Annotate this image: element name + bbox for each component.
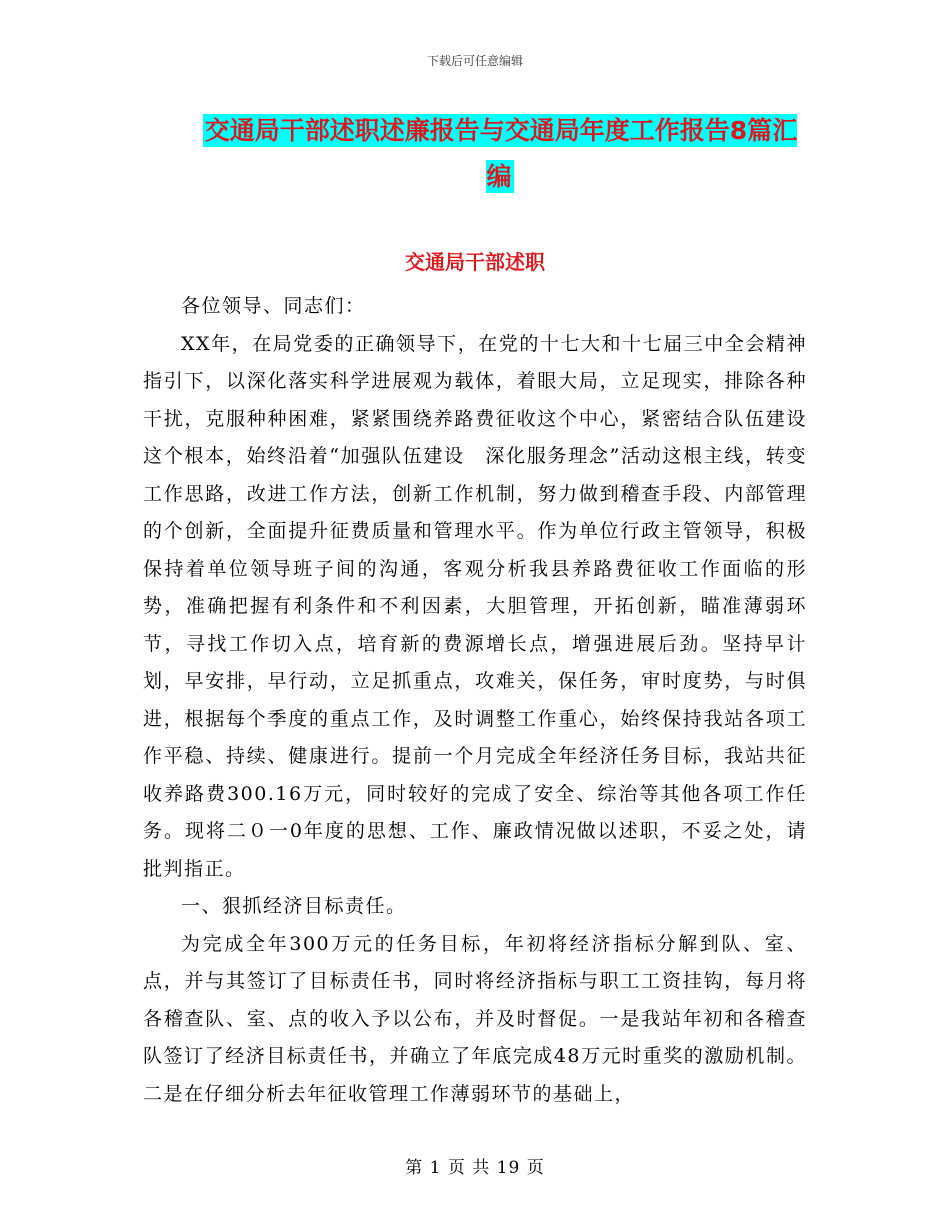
paragraph-heading-1: 一、狠抓经济目标责任。 (181, 895, 407, 917)
document-title-text: 交通局干部述职述廉报告与交通局年度工作报告8篇汇编 (204, 116, 798, 191)
section-title: 交通局干部述职 (405, 250, 545, 274)
paragraph-body-1: 为完成全年300万元的任务目标，年初将经济指标分解到队、室、点，并与其签订了目标责任书，同时将经济指标与职工工资挂钩，每月将各稽查队、室、点的收入予以公布，并及时督促。一是我站年初和各稽查队签订了经济目标责任书，并确立了年底完成48万元时重奖的激励机制。二是在仔细分析去年征收管理工作薄弱环节的基础上， (143, 932, 807, 1105)
page-footer: 第 1 页 共 19 页 (405, 1158, 545, 1178)
paragraph-salutation: 各位领导、同志们： (181, 295, 366, 317)
document-title (190, 108, 810, 200)
body-text (143, 288, 807, 1113)
paragraph-intro: XX年，在局党委的正确领导下，在党的十七大和十七届三中全会精神指引下，以深化落实科学进展观为载体，着眼大局，立足现实，排除各种干扰，克服种种困难，紧紧围绕养路费征收这个中心，紧密结合队伍建设这个根本，始终沿着“加强队伍建设 深化服务理念”活动这根主线，转变工作思路，改进工作方法，创新工作机制，努力做到稽查手段、内部管理的个创新，全面提升征费质量和管理水平。作为单位行政主管领导，积极保持着单位领导班子间的沟通，客观分析我县养路费征收工作面临的形势，准确把握有利条件和不利因素，大胆管理，开拓创新，瞄准薄弱环节，寻找工作切入点，培育新的费源增长点，增强进展后劲。坚持早计划，早安排，早行动，立足抓重点，攻难关，保任务，审时度势，与时俱进，根据每个季度的重点工作，及时调整工作重心，始终保持我站各项工作平稳、持续、健康进行。提前一个月完成全年经济任务目标，我站共征收养路费300.16万元，同时较好的完成了安全、综治等其他各项工作任务。现将二０一0年度的思想、工作、廉政情况做以述职，不妥之处，请批判指正。 (143, 332, 807, 880)
header-note: 下载后可任意编辑 (426, 54, 523, 68)
